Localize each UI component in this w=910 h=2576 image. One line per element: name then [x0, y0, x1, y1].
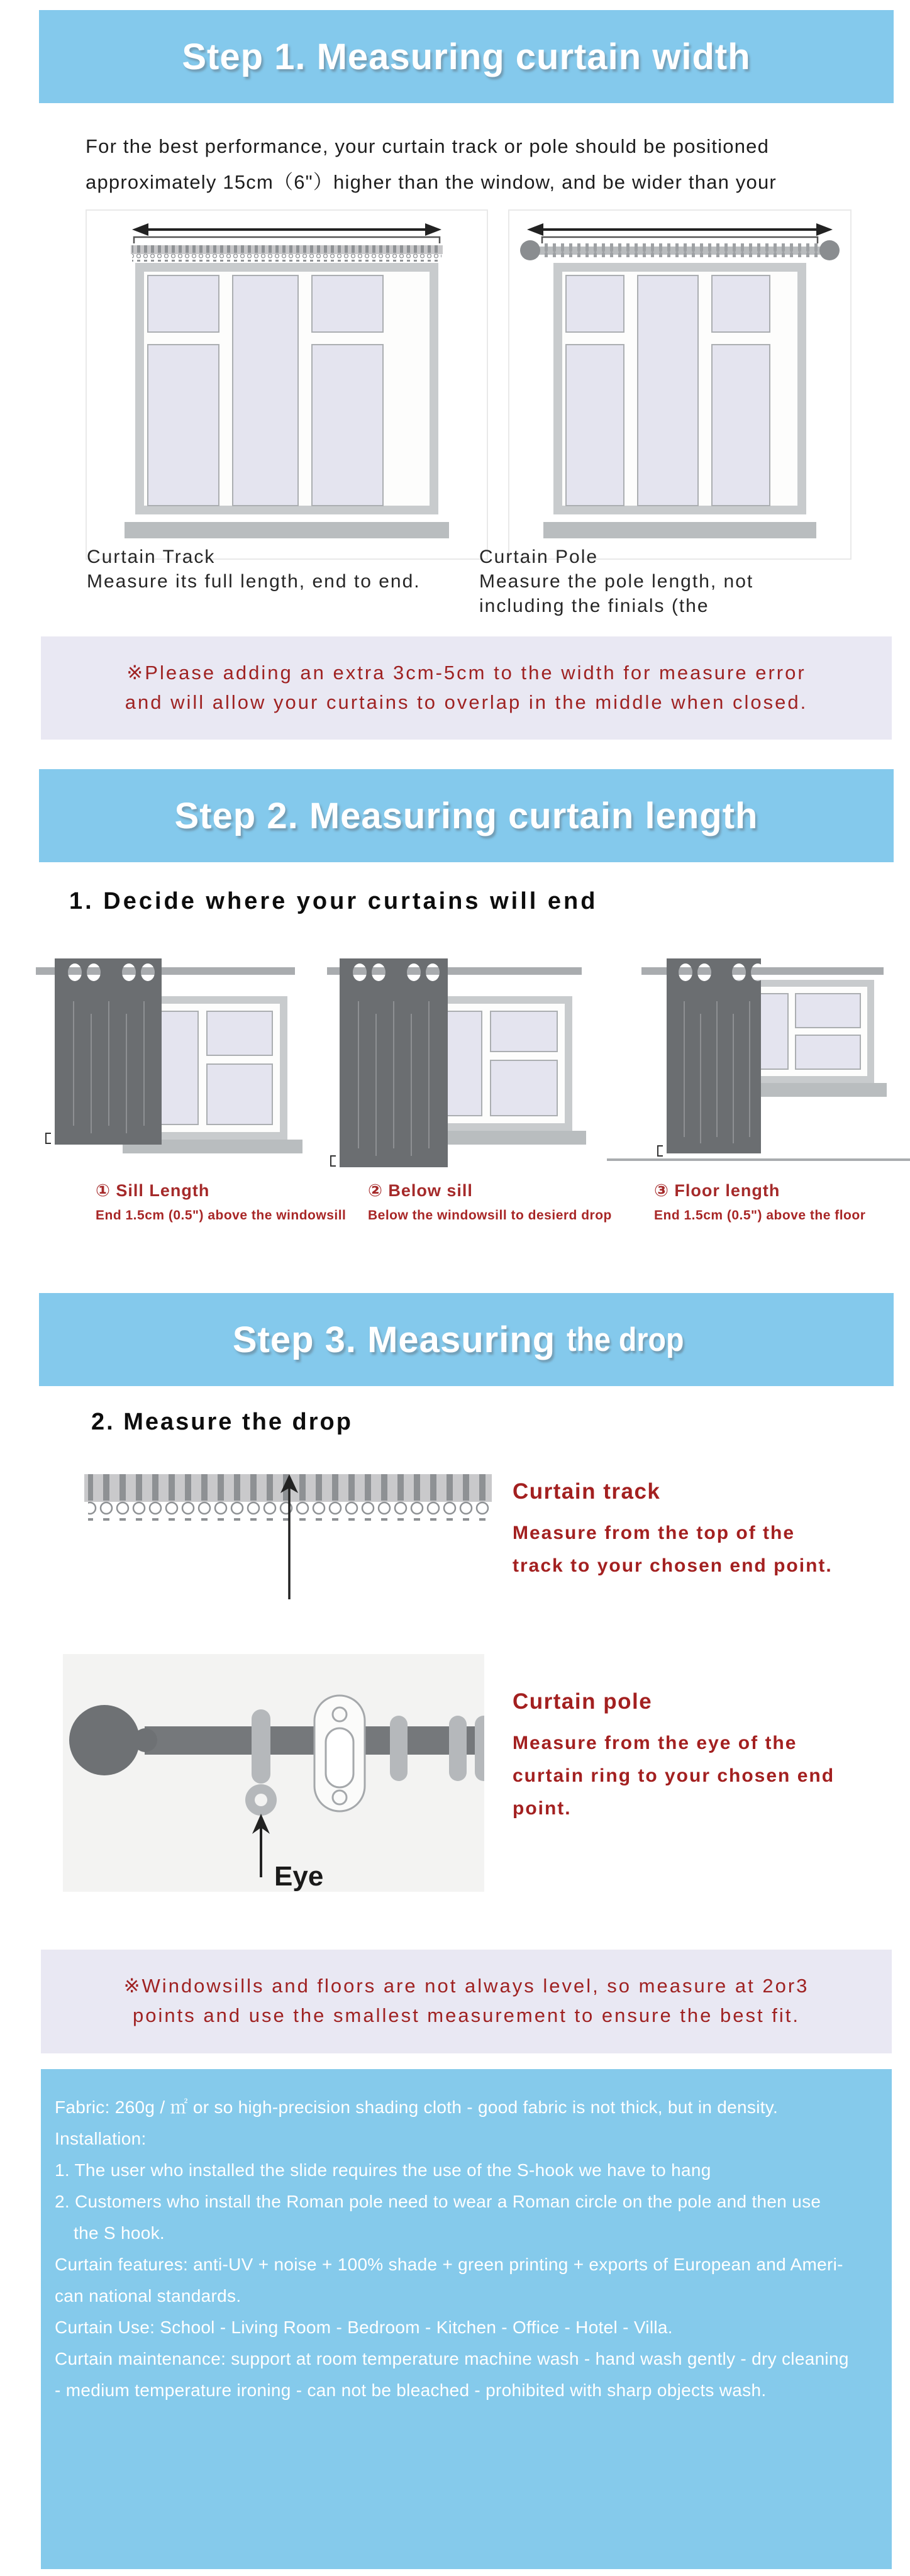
window-sill	[543, 522, 816, 538]
caption-line: including the finials (the	[479, 596, 709, 616]
notice-line-1: ※Windowsills and floors are not always level, so measure at 2or3	[123, 1975, 809, 1997]
sill-length-caption	[96, 1181, 346, 1223]
option-label: ① Sill Length	[96, 1181, 210, 1200]
info-line: can national standards.	[55, 2286, 241, 2306]
curtain-pole-window-diagram	[509, 211, 850, 558]
option-desc: Below the windowsill to desierd drop	[368, 1208, 612, 1223]
option-label: ③ Floor length	[654, 1181, 780, 1200]
option-label: ② Below sill	[368, 1181, 473, 1200]
track-drop-diagram	[82, 1470, 497, 1606]
sill-length-diagram	[36, 957, 313, 1174]
caption-line: Measure its full length, end to end.	[87, 571, 421, 592]
curtain-track-window-diagram	[87, 211, 487, 558]
intro-line-1: For the best performance, your curtain track or pole should be positioned	[86, 135, 770, 157]
info-line: Fabric: 260g / ㎡ or so high-precision shading cloth - good fabric is not thick, but in density.	[55, 2097, 779, 2117]
window-panes	[148, 275, 383, 506]
pole-drop-body: Measure from the eye of the curtain ring to your chosen end point.	[513, 1733, 835, 1819]
info-line: the S hook.	[74, 2223, 165, 2243]
info-line: - medium temperature ironing - can not be bleached - prohibited with sharp objects wash.	[55, 2380, 767, 2400]
step1-intro	[86, 128, 891, 200]
pole-rings	[542, 243, 819, 257]
measure-tick-icon	[658, 1146, 663, 1156]
below-sill-diagram	[327, 957, 597, 1174]
step3-banner	[39, 1293, 894, 1386]
info-line: Curtain Use: School - Living Room - Bedroom - Kitchen - Office - Hotel - Villa.	[55, 2318, 673, 2337]
step2-heading: 1. Decide where your curtains will end	[69, 888, 598, 914]
window-sill	[125, 522, 449, 538]
option-desc: End 1.5cm (0.5") above the windowsill	[96, 1208, 347, 1223]
track-hooks	[132, 245, 441, 262]
wall-bracket-icon	[314, 1696, 365, 1811]
pole-eye-diagram	[63, 1654, 484, 1892]
track-drop-body: Measure from the top of the track to your chosen end point.	[513, 1523, 833, 1576]
info-line: 1. The user who installed the slide requires the use of the S-hook we have to hang	[55, 2160, 711, 2180]
measure-tick-icon	[331, 1156, 336, 1166]
info-line: Installation:	[55, 2129, 147, 2148]
step3-banner-title: Step 3. Measuring	[232, 1319, 556, 1360]
product-info-text	[41, 2069, 892, 2406]
window-panes	[566, 275, 770, 506]
measure-bracket	[134, 237, 440, 243]
curtain-panel	[667, 958, 761, 1153]
intro-line-2: approximately 15cm（6"）higher than the window, and be wider than your	[86, 171, 777, 193]
arrow-left-head-icon	[132, 223, 148, 236]
track-drop-title: Curtain track	[513, 1479, 661, 1504]
width-measure-notice	[41, 636, 892, 740]
finial-left-icon	[520, 240, 540, 260]
product-info-section	[41, 2069, 892, 2569]
caption-title: Curtain Track	[87, 547, 216, 567]
curtain-track-caption	[87, 545, 421, 594]
option-desc: End 1.5cm (0.5") above the floor	[654, 1208, 866, 1223]
notice-line-1: ※Please adding an extra 3cm-5cm to the width for measure error	[126, 662, 806, 684]
curtain-pole-caption	[479, 545, 753, 618]
arrow-right-head-icon	[816, 223, 833, 236]
step1-banner-title: Step 1. Measuring curtain width	[182, 36, 751, 77]
step1-banner	[39, 10, 894, 103]
finial-right-icon	[819, 240, 840, 260]
caption-title: Curtain Pole	[479, 547, 599, 567]
notice-line-2: and will allow your curtains to overlap in the middle when closed.	[125, 691, 808, 713]
arrow-left-head-icon	[527, 223, 543, 236]
measure-tick-icon	[46, 1133, 51, 1143]
eye-label: Eye	[274, 1861, 324, 1892]
step3-heading: 2. Measure the drop	[91, 1409, 353, 1435]
measure-bracket	[542, 237, 818, 243]
finial-collar	[133, 1728, 157, 1752]
info-line: Curtain maintenance: support at room temperature machine wash - hand wash gently - dry cleaning	[55, 2349, 849, 2368]
step2-banner	[39, 769, 894, 862]
caption-line: Measure the pole length, not	[479, 571, 754, 592]
floor-length-caption	[654, 1181, 865, 1223]
info-line: 2. Customers who install the Roman pole need to wear a Roman circle on the pole and then use	[55, 2192, 821, 2211]
notice-line-2: points and use the smallest measurement to ensure the best fit.	[133, 2004, 800, 2026]
finial-ball-icon	[69, 1705, 140, 1775]
arrow-right-head-icon	[425, 223, 441, 236]
curtain-track-drop-text	[513, 1479, 833, 1582]
step3-banner-subtitle: the drop	[567, 1321, 684, 1358]
level-measure-notice	[41, 1950, 892, 2053]
below-sill-caption	[368, 1181, 612, 1223]
floor-length-diagram	[607, 957, 910, 1174]
info-line: Curtain features: anti-UV + noise + 100% shade + green printing + exports of European and Ameri-	[55, 2255, 843, 2274]
curtain-pole-diagram-panel	[508, 209, 852, 560]
step2-banner-title: Step 2. Measuring curtain length	[174, 795, 758, 836]
curtain-track-diagram-panel	[86, 209, 488, 560]
curtain-pole-drop-text	[513, 1689, 835, 1825]
pole-drop-title: Curtain pole	[513, 1689, 653, 1714]
